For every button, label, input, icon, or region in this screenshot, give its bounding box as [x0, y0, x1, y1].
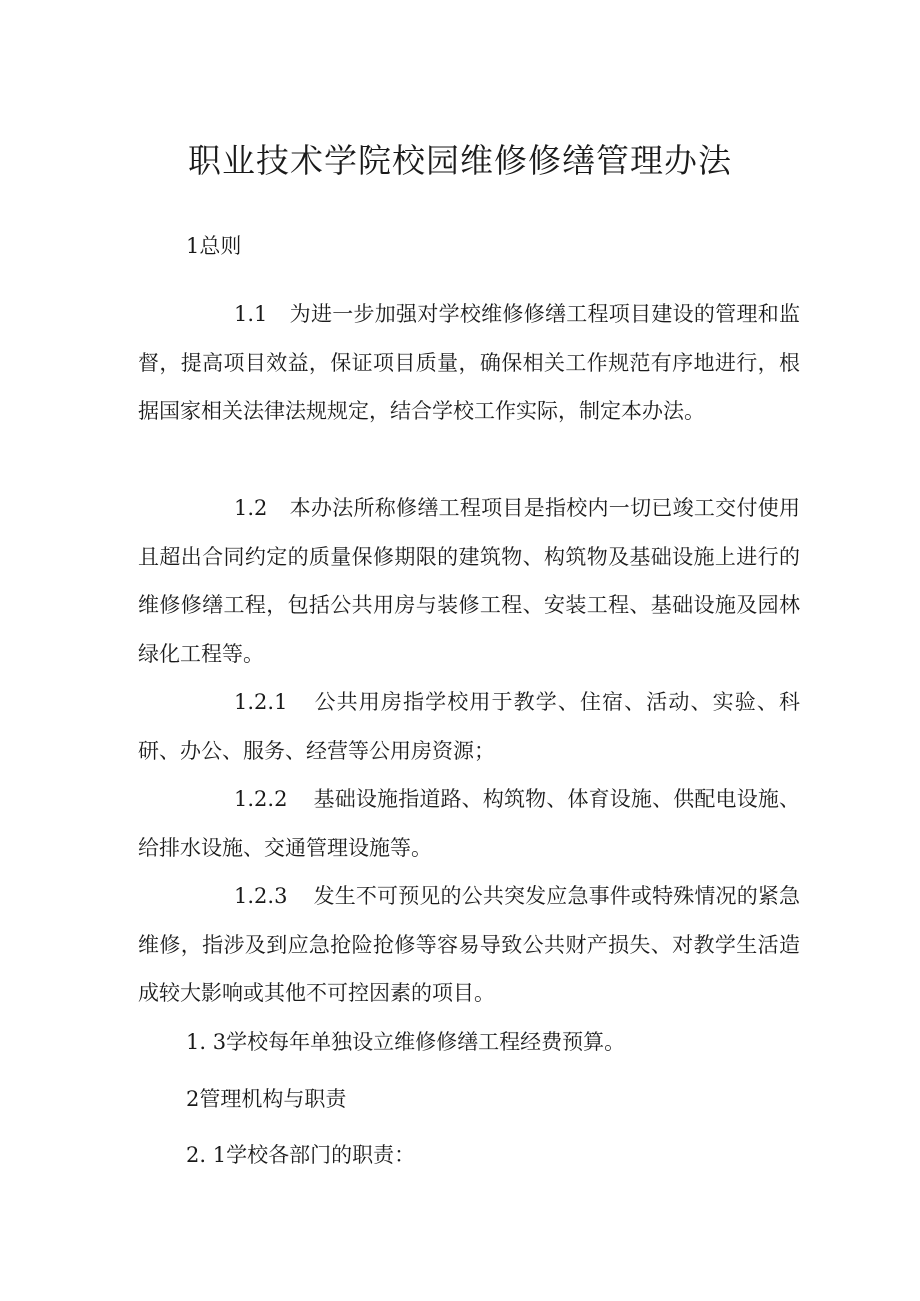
clause-text: 学校各部门的职责： [226, 1143, 416, 1167]
clause-1-2-1 [138, 678, 800, 775]
section-heading-text: 总则 [199, 234, 242, 258]
clause-number: 1.2.2 [234, 787, 288, 811]
clause-number: 1. 3 [186, 1030, 227, 1054]
clause-text: 公共用房指学校用于教学、住宿、活动、实验、科研、办公、服务、经营等公用房资源； [138, 690, 800, 763]
clause-text: 为进一步加强对学校维修修缮工程项目建设的管理和监督，提高项目效益，保证项目质量，确保相关工作规范有序地进行，根据国家相关法律法规规定，结合学校工作实际，制定本办法。 [138, 302, 800, 423]
clause-text: 发生不可预见的公共突发应急事件或特殊情况的紧急维修，指涉及到应急抢险抢修等容易导致公共财产损失、对教学生活造成较大影响或其他不可控因素的项目。 [138, 884, 800, 1005]
clause-2-1 [138, 1131, 800, 1180]
clause-number: 1.2 [234, 496, 268, 520]
section-heading-management [138, 1075, 800, 1124]
section-heading-general [186, 231, 241, 261]
clause-1-2-3 [138, 872, 800, 1018]
document-title: 职业技术学院校园维修修缮管理办法 [188, 141, 732, 180]
clause-text: 学校每年单独设立维修修缮工程经费预算。 [226, 1030, 626, 1054]
clause-number: 1.1 [234, 302, 268, 326]
clause-1-2 [138, 484, 800, 678]
section-number: 1 [186, 234, 200, 258]
clause-1-2-2 [138, 775, 800, 872]
section-heading-text: 管理机构与职责 [199, 1087, 347, 1111]
clause-text: 本办法所称修缮工程项目是指校内一切已竣工交付使用且超出合同约定的质量保修期限的建筑物、构筑物及基础设施上进行的维修修缮工程，包括公共用房与装修工程、安装工程、基础设施及园林绿化工程等。 [138, 496, 800, 666]
clause-text: 基础设施指道路、构筑物、体育设施、供配电设施、给排水设施、交通管理设施等。 [138, 787, 800, 860]
section-number: 2 [186, 1087, 200, 1111]
clause-1-3 [138, 1018, 800, 1067]
clause-number: 1.2.3 [234, 884, 288, 908]
clause-number: 2. 1 [186, 1143, 227, 1167]
clause-1-1 [138, 290, 800, 436]
clause-number: 1.2.1 [234, 690, 288, 714]
